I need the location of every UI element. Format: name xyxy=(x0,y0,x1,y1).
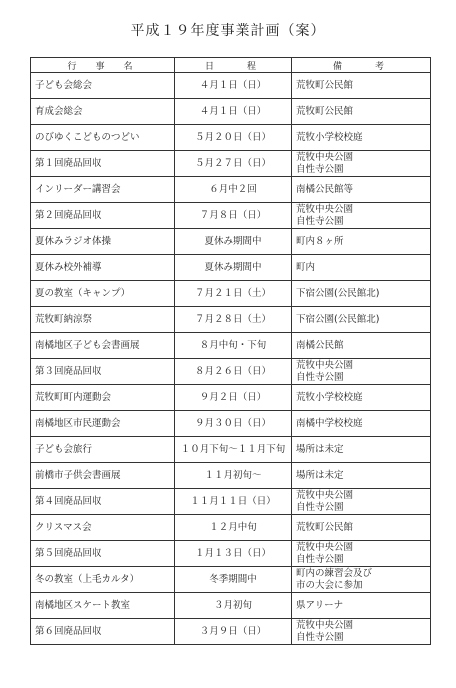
note-line: 荒牧中央公園 xyxy=(296,489,354,501)
note-line: 県アリーナ xyxy=(296,599,344,611)
table-row xyxy=(31,541,431,567)
note-line: 荒牧中央公園 xyxy=(296,619,354,631)
table-row xyxy=(31,99,431,125)
note-line: 南橘中学校校庭 xyxy=(296,417,363,429)
event-name-cell: 前橋市子供会書画展 xyxy=(31,463,175,489)
note-line: 荒牧中央公園 xyxy=(296,359,354,371)
table-row xyxy=(31,177,431,203)
date-cell: ８月中旬・下旬 xyxy=(175,333,292,359)
date-cell: 夏休み期間中 xyxy=(175,255,292,281)
event-name-cell: 冬の教室（上毛カルタ） xyxy=(31,567,175,593)
date-cell: ５月２０日（日） xyxy=(175,125,292,151)
date-cell: 夏休み期間中 xyxy=(175,229,292,255)
event-name-cell: 子ども会旅行 xyxy=(31,437,175,463)
event-name-cell: 第６回廃品回収 xyxy=(31,619,175,645)
event-name-cell: 荒牧町町内運動会 xyxy=(31,385,175,411)
event-name-cell: 荒牧町納涼祭 xyxy=(31,307,175,333)
date-cell: ３月９日（日） xyxy=(175,619,292,645)
event-name-cell: 南橘地区市民運動会 xyxy=(31,411,175,437)
date-cell: ７月８日（日） xyxy=(175,203,292,229)
event-name-cell: 第４回廃品回収 xyxy=(31,489,175,515)
table-row xyxy=(31,307,431,333)
note-line: 自性寺公園 xyxy=(296,553,344,565)
table-row xyxy=(31,73,431,99)
note-line: 荒牧中央公園 xyxy=(296,541,354,553)
table-row xyxy=(31,411,431,437)
table-row xyxy=(31,593,431,619)
note-cell xyxy=(292,281,431,307)
event-name-cell: 夏休みラジオ体操 xyxy=(31,229,175,255)
note-cell xyxy=(292,359,431,385)
table-row xyxy=(31,281,431,307)
table-row xyxy=(31,515,431,541)
schedule-table xyxy=(30,57,431,645)
note-line: 荒牧小学校校庭 xyxy=(296,391,363,403)
note-line: 町内８ヶ所 xyxy=(296,235,344,247)
note-cell xyxy=(292,567,431,593)
date-cell: ４月１日（日） xyxy=(175,73,292,99)
note-cell xyxy=(292,437,431,463)
event-name-cell: 第５回廃品回収 xyxy=(31,541,175,567)
note-line: 自性寺公園 xyxy=(296,163,344,175)
table-row xyxy=(31,255,431,281)
note-cell xyxy=(292,255,431,281)
date-cell: ５月２７日（日） xyxy=(175,151,292,177)
note-cell xyxy=(292,515,431,541)
note-line: 町内 xyxy=(296,261,316,273)
note-cell xyxy=(292,333,431,359)
header-note: 備 考 xyxy=(292,58,431,73)
note-line: 自性寺公園 xyxy=(296,501,344,513)
note-line: 場所は未定 xyxy=(296,443,344,455)
note-cell xyxy=(292,619,431,645)
note-line: 町内の練習会及び xyxy=(296,567,373,579)
note-line: 自性寺公園 xyxy=(296,631,344,643)
date-cell: １０月下旬～１１月下旬 xyxy=(175,437,292,463)
date-cell: ７月２１日（土） xyxy=(175,281,292,307)
note-line: 荒牧中央公園 xyxy=(296,151,354,163)
date-cell: ９月２日（日） xyxy=(175,385,292,411)
event-name-cell: 子ども会総会 xyxy=(31,73,175,99)
date-cell: ３月初旬 xyxy=(175,593,292,619)
table-row xyxy=(31,125,431,151)
note-line: 荒牧町公民館 xyxy=(296,521,354,533)
event-name-cell: 夏休み校外補導 xyxy=(31,255,175,281)
note-cell xyxy=(292,463,431,489)
table-row xyxy=(31,619,431,645)
table-row xyxy=(31,385,431,411)
note-line: 市の大会に参加 xyxy=(296,579,363,591)
note-line: 下宿公園(公民館北) xyxy=(296,287,380,299)
table-body xyxy=(31,73,431,645)
event-name-cell: 育成会総会 xyxy=(31,99,175,125)
note-cell xyxy=(292,203,431,229)
date-cell: 冬季期間中 xyxy=(175,567,292,593)
note-cell xyxy=(292,307,431,333)
note-line: 荒牧中央公園 xyxy=(296,203,354,215)
table-row xyxy=(31,463,431,489)
date-cell: ９月３０日（日） xyxy=(175,411,292,437)
note-cell xyxy=(292,177,431,203)
note-cell xyxy=(292,411,431,437)
note-cell xyxy=(292,385,431,411)
note-line: 自性寺公園 xyxy=(296,371,344,383)
date-cell: ４月１日（日） xyxy=(175,99,292,125)
note-line: 荒牧町公民館 xyxy=(296,79,354,91)
note-cell xyxy=(292,229,431,255)
note-cell xyxy=(292,151,431,177)
table-row xyxy=(31,437,431,463)
page-title: 平成１９年度事業計画（案） xyxy=(130,23,326,39)
event-name-cell: クリスマス会 xyxy=(31,515,175,541)
note-line: 荒牧小学校校庭 xyxy=(296,131,363,143)
date-cell: １１月初旬～ xyxy=(175,463,292,489)
note-cell xyxy=(292,125,431,151)
note-line: 荒牧町公民館 xyxy=(296,105,354,117)
note-cell xyxy=(292,99,431,125)
event-name-cell: 第２回廃品回収 xyxy=(31,203,175,229)
table-row xyxy=(31,359,431,385)
note-cell xyxy=(292,593,431,619)
table-row xyxy=(31,567,431,593)
table-row xyxy=(31,151,431,177)
event-name-cell: のびゆくこどものつどい xyxy=(31,125,175,151)
note-line: 下宿公園(公民館北) xyxy=(296,313,380,325)
event-name-cell: 第３回廃品回収 xyxy=(31,359,175,385)
date-cell: １１月１１日（日） xyxy=(175,489,292,515)
note-cell xyxy=(292,489,431,515)
note-line: 南橘公民館等 xyxy=(296,183,354,195)
note-cell xyxy=(292,73,431,99)
date-cell: １２月中旬 xyxy=(175,515,292,541)
note-cell xyxy=(292,541,431,567)
note-line: 南橘公民館 xyxy=(296,339,344,351)
header-date: 日 程 xyxy=(175,58,292,73)
note-line: 自性寺公園 xyxy=(296,215,344,227)
header-event: 行 事 名 xyxy=(31,58,175,73)
table-row xyxy=(31,203,431,229)
date-cell: ７月２８日（土） xyxy=(175,307,292,333)
event-name-cell: 南橘地区子ども会書画展 xyxy=(31,333,175,359)
event-name-cell: インリーダー講習会 xyxy=(31,177,175,203)
event-name-cell: 夏の教室（キャンプ） xyxy=(31,281,175,307)
note-line: 場所は未定 xyxy=(296,469,344,481)
table-row xyxy=(31,229,431,255)
table-header-row xyxy=(31,58,431,73)
date-cell: １月１３日（日） xyxy=(175,541,292,567)
date-cell: ８月２６日（日） xyxy=(175,359,292,385)
date-cell: ６月中２回 xyxy=(175,177,292,203)
table-row xyxy=(31,489,431,515)
event-name-cell: 第１回廃品回収 xyxy=(31,151,175,177)
event-name-cell: 南橘地区スケート教室 xyxy=(31,593,175,619)
table-row xyxy=(31,333,431,359)
